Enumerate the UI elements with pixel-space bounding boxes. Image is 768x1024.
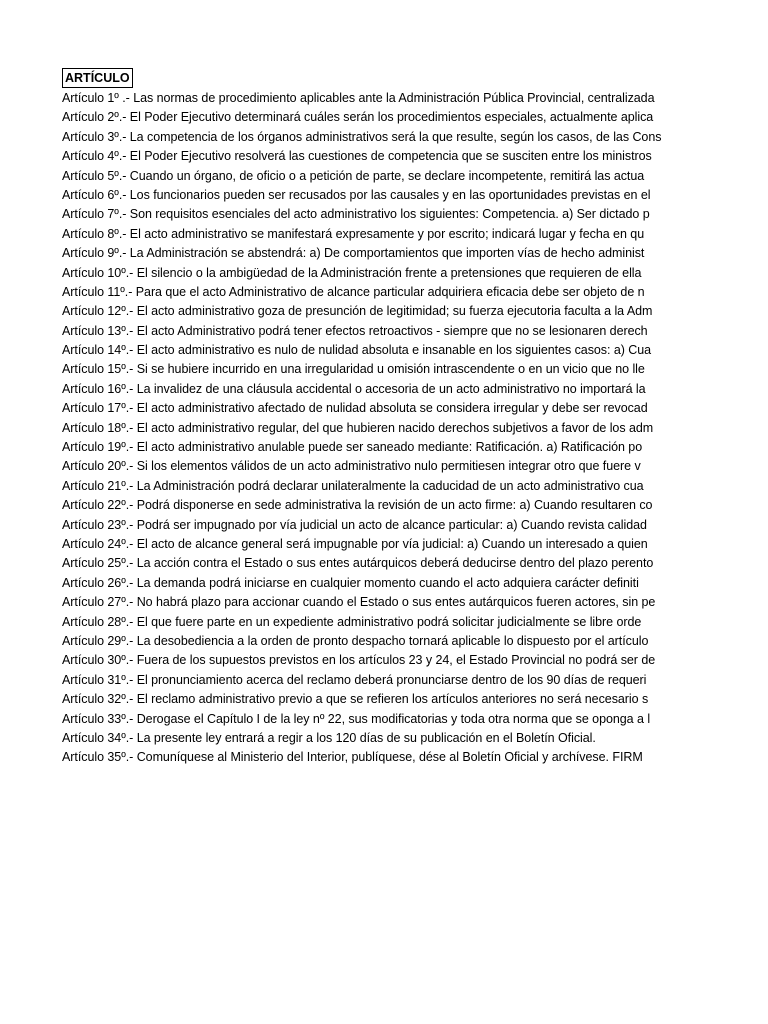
- article-row: [62, 244, 668, 263]
- article-text: Podrá ser impugnado por vía judicial un acto de alcance particular: a) Cuando revista calidad: [133, 517, 647, 532]
- article-row: [62, 419, 668, 438]
- article-number: Artículo 29º.-: [62, 633, 134, 648]
- article-number: Artículo 11º.-: [62, 284, 133, 299]
- article-text: Comuníquese al Ministerio del Interior, publíquese, dése al Boletín Oficial y archívese. FIRM: [133, 750, 643, 765]
- article-row: [62, 89, 668, 108]
- article-row: [62, 399, 668, 418]
- article-text: El acto de alcance general será impugnable por vía judicial: a) Cuando un interesado a quien: [133, 536, 648, 551]
- article-text: La acción contra el Estado o sus entes autárquicos deberá deducirse dentro del plazo perento: [133, 556, 654, 571]
- article-row: [62, 710, 668, 729]
- article-number: Artículo 26º.-: [62, 575, 134, 590]
- article-row: [62, 593, 668, 612]
- article-number: Artículo 18º.-: [62, 420, 134, 435]
- article-number: Artículo 30º.-: [62, 653, 134, 668]
- article-row: [62, 147, 668, 166]
- article-row: [62, 457, 668, 476]
- article-text: El Poder Ejecutivo resolverá las cuestiones de competencia que se susciten entre los ministros: [126, 149, 652, 164]
- article-number: Artículo 35º.-: [62, 750, 134, 765]
- article-text: El acto administrativo regular, del que hubieren nacido derechos subjetivos a favor de los adm: [133, 420, 654, 435]
- article-number: Artículo 19º.-: [62, 440, 134, 455]
- article-text: El reclamo administrativo previo a que se refieren los artículos anteriores no será necesario s: [133, 692, 649, 707]
- article-number: Artículo 12º.-: [62, 304, 134, 319]
- article-text: El acto administrativo goza de presunción de legitimidad; su fuerza ejecutoria faculta a la Adm: [133, 304, 653, 319]
- article-row: [62, 283, 668, 302]
- article-row: [62, 748, 668, 767]
- article-row: [62, 167, 668, 186]
- article-number: Artículo 17º.-: [62, 401, 134, 416]
- article-row: [62, 516, 668, 535]
- article-text: La demanda podrá iniciarse en cualquier momento cuando el acto adquiera carácter definiti: [133, 575, 639, 590]
- article-text: Fuera de los supuestos previstos en los artículos 23 y 24, el Estado Provincial no podrá ser de: [133, 653, 656, 668]
- article-number: Artículo 27º.-: [62, 595, 134, 610]
- document-sheet: [62, 68, 668, 768]
- article-row: [62, 128, 668, 147]
- article-number: Artículo 9º.-: [62, 246, 127, 261]
- article-number: Artículo 31º.-: [62, 672, 134, 687]
- article-number: Artículo 10º.-: [62, 265, 134, 280]
- article-number: Artículo 21º.-: [62, 478, 134, 493]
- article-text: Los funcionarios pueden ser recusados por las causales y en las oportunidades previstas en el: [126, 187, 651, 202]
- article-list: [62, 89, 668, 768]
- article-number: Artículo 20º.-: [62, 459, 134, 474]
- article-row: [62, 186, 668, 205]
- article-number: Artículo 3º.-: [62, 129, 127, 144]
- article-row: [62, 496, 668, 515]
- article-number: Artículo 4º.-: [62, 149, 127, 164]
- article-text: Son requisitos esenciales del acto administrativo los siguientes: Competencia. a) Ser dictado p: [126, 207, 650, 222]
- article-row: [62, 671, 668, 690]
- article-row: [62, 613, 668, 632]
- article-text: El que fuere parte en un expediente administrativo podrá solicitar judicialmente se libre orde: [133, 614, 642, 629]
- article-number: Artículo 34º.-: [62, 730, 134, 745]
- article-row: [62, 632, 668, 651]
- article-text: La competencia de los órganos administrativos será la que resulte, según los casos, de las Cons: [126, 129, 662, 144]
- article-number: Artículo 25º.-: [62, 556, 134, 571]
- article-row: [62, 535, 668, 554]
- article-row: [62, 264, 668, 283]
- article-text: La Administración podrá declarar unilateralmente la caducidad de un acto administrativo cua: [133, 478, 644, 493]
- article-text: Cuando un órgano, de oficio o a petición de parte, se declare incompetente, remitirá las actua: [126, 168, 645, 183]
- article-row: [62, 205, 668, 224]
- article-number: Artículo 8º.-: [62, 226, 127, 241]
- article-text: El acto administrativo es nulo de nulidad absoluta e insanable en los siguientes casos: a) Cua: [133, 343, 652, 358]
- article-number: Artículo 6º.-: [62, 187, 127, 202]
- article-text: La presente ley entrará a regir a los 120 días de su publicación en el Boletín Oficial.: [133, 730, 596, 745]
- article-row: [62, 554, 668, 573]
- article-text: El silencio o la ambigüedad de la Administración frente a pretensiones que requieren de ella: [133, 265, 642, 280]
- article-number: Artículo 16º.-: [62, 381, 134, 396]
- article-number: Artículo 2º.-: [62, 110, 127, 125]
- article-row: [62, 729, 668, 748]
- article-number: Artículo 13º.-: [62, 323, 134, 338]
- article-number: Artículo 7º.-: [62, 207, 127, 222]
- article-number: Artículo 23º.-: [62, 517, 134, 532]
- article-number: Artículo 5º.-: [62, 168, 127, 183]
- article-text: No habrá plazo para accionar cuando el Estado o sus entes autárquicos fueren actores, sin pe: [133, 595, 656, 610]
- column-header: ARTÍCULO: [62, 68, 133, 88]
- article-number: Artículo 14º.-: [62, 343, 134, 358]
- article-row: [62, 690, 668, 709]
- article-text: El acto administrativo anulable puede ser saneado mediante: Ratificación. a) Ratificación po: [133, 440, 643, 455]
- article-row: [62, 341, 668, 360]
- article-number: Artículo 22º.-: [62, 498, 134, 513]
- article-row: [62, 108, 668, 127]
- article-text: La Administración se abstendrá: a) De comportamientos que importen vías de hecho administ: [126, 246, 645, 261]
- article-number: Artículo 1º .-: [62, 91, 130, 105]
- article-text: Si se hubiere incurrido en una irregularidad u omisión intrascendente o en un vicio que no lle: [133, 362, 645, 377]
- article-text: El acto Administrativo podrá tener efectos retroactivos - siempre que no se lesionaren derech: [133, 323, 648, 338]
- article-text: El acto administrativo afectado de nulidad absoluta se considera irregular y debe ser revocad: [133, 401, 648, 416]
- article-number: Artículo 32º.-: [62, 692, 134, 707]
- article-number: Artículo 33º.-: [62, 711, 134, 726]
- article-text: El acto administrativo se manifestará expresamente y por escrito; indicará lugar y fecha en qu: [126, 226, 645, 241]
- article-text: El Poder Ejecutivo determinará cuáles serán los procedimientos especiales, actualmente aplica: [126, 110, 654, 125]
- article-row: [62, 322, 668, 341]
- article-text: La desobediencia a la orden de pronto despacho tornará aplicable lo dispuesto por el artículo: [133, 633, 649, 648]
- article-text: La invalidez de una cláusula accidental o accesoria de un acto administrativo no importará la: [133, 381, 646, 396]
- article-text: Si los elementos válidos de un acto administrativo nulo permitiesen integrar otro que fuere v: [133, 459, 641, 474]
- article-number: Artículo 28º.-: [62, 614, 134, 629]
- article-text: El pronunciamiento acerca del reclamo deberá pronunciarse dentro de los 90 días de requeri: [133, 672, 647, 687]
- article-row: [62, 225, 668, 244]
- article-row: [62, 651, 668, 670]
- article-row: [62, 574, 668, 593]
- article-row: [62, 438, 668, 457]
- article-text: Podrá disponerse en sede administrativa la revisión de un acto firme: a) Cuando resultaren co: [133, 498, 653, 513]
- article-row: [62, 360, 668, 379]
- article-text: Las normas de procedimiento aplicables ante la Administración Pública Provincial, centralizada: [129, 91, 655, 105]
- article-row: [62, 302, 668, 321]
- article-row: [62, 380, 668, 399]
- article-row: [62, 477, 668, 496]
- article-text: Derogase el Capítulo I de la ley nº 22, sus modificatorias y toda otra norma que se oponga a l: [133, 711, 651, 726]
- article-number: Artículo 24º.-: [62, 536, 134, 551]
- article-number: Artículo 15º.-: [62, 362, 134, 377]
- article-text: Para que el acto Administrativo de alcance particular adquiriera eficacia debe ser objeto de n: [132, 284, 645, 299]
